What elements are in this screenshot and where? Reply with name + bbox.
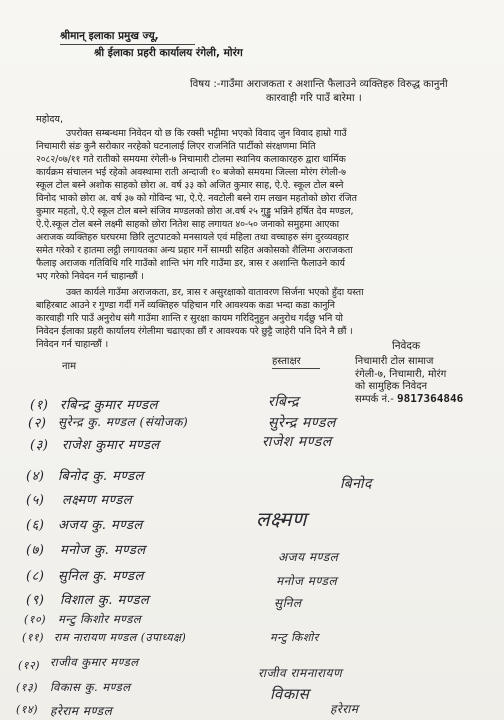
contact-label: सम्पर्क नं.-	[355, 394, 394, 405]
signatory-signature: हरेराम	[330, 702, 359, 716]
signatory-name: हरेराम मण्डल	[50, 704, 113, 718]
applicant-address: रंगेली-७, निचामारी, मोरंग	[355, 369, 447, 380]
signatory-signature: सुनिल	[274, 596, 302, 610]
contact-number: 9817364846	[397, 392, 464, 405]
signatory-signature: राजीव रामनारायण	[258, 666, 343, 680]
body-line: भए गरेको निवेदन गर्न चाहान्छौं ।	[36, 271, 144, 282]
recipient-underline	[60, 44, 195, 45]
signatory-name: बिनोद कु. मण्डल	[58, 469, 144, 484]
signatory-number: (८)	[26, 569, 45, 584]
signatory-number: (१०)	[24, 613, 47, 626]
signatory-number: (१४)	[16, 703, 39, 716]
signatory-number: (२)	[28, 416, 47, 431]
signatory-name: मनोज कु. मण्डल	[60, 543, 146, 558]
signatory-number: (४)	[26, 469, 45, 484]
body-line: २०८२/०७/११ गते रातीको समयमा रंगेली-७ निचामारी टोलमा स्थानिय कलाकारहरु द्वारा धार्मिक	[36, 154, 346, 165]
signatory-number: (११)	[22, 631, 45, 644]
subject-line-2: कारवाही गरि पाउँ बारेमा ।	[266, 93, 362, 104]
signatory-name: विकास कु. मण्डल	[50, 680, 131, 694]
body-line: विनोद भाको छोरा अ. वर्ष ३७ को गोविन्द भा, ऐ.ऐ. नवटोली बस्ने राम लखन महतोको छोरा रंजित	[36, 193, 357, 204]
signatory-signature: विकास	[270, 685, 310, 703]
body-line: निवेदन गर्न चाहान्छौं ।	[36, 339, 109, 350]
signatory-name: सुनिल कु. मण्डल	[58, 569, 144, 584]
applicant-title: निवेदक	[392, 340, 421, 352]
table-header-signature: हस्ताक्षर	[272, 356, 301, 367]
salutation: महोदय,	[36, 114, 64, 125]
body-line: स्कूल टोल बस्ने अशोक साहको छोरा अ. वर्ष ३३ को अजित कुमार साह, ऐ.ऐ. स्कूल टोल बस्ने	[36, 180, 344, 191]
applicant-note: को सामुहिक निवेदन	[355, 381, 428, 392]
signatory-number: (१३)	[16, 681, 39, 694]
signatory-number: (१२)	[18, 659, 41, 672]
signatory-number: (७)	[26, 543, 45, 558]
signatory-number: (३)	[30, 438, 49, 453]
body-line: अराजक व्यक्तिहरु घरघरमा छिरि लुटपाटको मनसायले एवं महिला तथा वच्चाहरु संग दुरव्यवहार	[36, 232, 349, 243]
signatory-name: मन्टु किशोर मण्डल	[58, 612, 142, 626]
signatory-number: (९)	[26, 593, 45, 608]
body-line: बाहिरबाट आउने र गुण्डा गर्दी गर्ने व्यक्तिहरु पहिचान गरि आवश्यक कडा भन्दा कडा कानुनि	[36, 300, 335, 311]
body-line: निचामारी संङ कुनै सरोकार नरहेको घटनालाई लिएर राजनिति पार्टीको संरक्षणमा मिति	[36, 141, 316, 152]
signatory-name: राजेश कुमार मण्डल	[62, 438, 160, 453]
signatory-name: अजय कु. मण्डल	[58, 518, 143, 533]
contact-line	[355, 392, 463, 406]
signatory-signature: सुरेन्द्र मण्डल	[268, 415, 336, 431]
body-line: कारवाही गरि पाउँ अनुरोध संगै गाउँमा शान्ति र सुरक्षा कायम गरिदिनुहुन अनुरोध गर्दछु भनि यो	[36, 313, 343, 324]
signatory-name: राजीव कुमार मण्डल	[50, 655, 139, 669]
signatory-name: राम नारायण मण्डल (उपाध्यक्ष)	[54, 631, 187, 644]
table-header-name: नाम	[62, 361, 77, 372]
recipient-line-1: श्रीमान् इलाका प्रमुख ज्यू,	[60, 30, 159, 42]
body-line: समेत गरेको र हातमा लट्ठी लगायतका अन्य प्रहार गर्ने सामग्री सहित अकोसको शैलिमा अराजकता	[36, 245, 353, 256]
signatory-number: (६)	[26, 518, 45, 533]
body-line: ऐ.ऐ.स्कूल टोल बस्ने लक्ष्मी साहको छोरा नितेश साह लगायत ४०-५० जनाको समुहमा आएका	[36, 219, 339, 230]
signatory-signature: अजय मण्डल	[278, 550, 339, 564]
signatory-signature: रबिन्द्र	[268, 394, 300, 410]
signatory-number: (५)	[26, 493, 45, 508]
signatory-name: विशाल कु. मण्डल	[60, 593, 150, 608]
body-line: कुमार महतो, ऐ.ऐ स्कूल टोल बस्ने संजिव मण्डलको छोरा अ.वर्ष २५ गुड्डु भन्निने हर्षित देव मण्डल,	[36, 206, 354, 217]
signatory-name: रबिन्द्र कुमार मण्डल	[60, 398, 158, 413]
signature-header-underline	[272, 368, 320, 369]
signatory-signature: राजेश मण्डल	[262, 434, 332, 450]
signatory-name: लक्ष्मण मण्डल	[62, 493, 133, 508]
body-line: फैलाइ अराजक गतिविधि गरि गाउँको शान्ति भंग गरि गाउँमा डर, त्रास र अशान्ति फैलाउने कार्य	[36, 258, 345, 269]
signatory-signature: मन्टु किशोर	[270, 631, 319, 644]
recipient-line-2: श्री ईलाका प्रहरी कार्यालय रंगेली, मोरंग	[94, 47, 243, 59]
subject-line-1: विषय :-गाउँमा अराजकता र अशान्ति फैलाउने व्यक्तिहरु विरुद्ध कानुनी	[190, 79, 448, 90]
body-line: निवेदन ईलाका प्रहरी कार्यालय रंगेलीमा चढाएका छौं र आवश्यक परे छुट्टै जाहेरी पनि दिने नै छौं ।	[36, 326, 353, 337]
signatory-number: (१)	[30, 398, 49, 413]
signatory-name: सुरेन्द्र कु. मण्डल (संयोजक)	[58, 415, 189, 429]
applicant-org: निचामारी टोल सामाज	[355, 356, 434, 367]
body-line: कार्यक्रम संचालन भई रहेको अवस्थामा राती अन्दाजी १० बजेको समयमा जिल्ला मोरंग रंगेली-७	[36, 167, 346, 178]
body-line: उपरोक्त सम्बन्धमा निवेदन यो छ कि रक्सी भट्टीमा भएको विवाद जुन विवाद हाम्रो गाउँ	[66, 128, 347, 139]
signatory-signature: लक्ष्मण	[256, 507, 307, 531]
signatory-signature: मनोज मण्डल	[276, 574, 338, 588]
body-line: उक्त कार्यले गाउँमा अराजकता, डर, त्रास र असुरक्षाको वातावरण सिर्जना भएको हुँदा यस्ता	[66, 287, 364, 298]
signatory-signature: बिनोद	[340, 476, 372, 492]
